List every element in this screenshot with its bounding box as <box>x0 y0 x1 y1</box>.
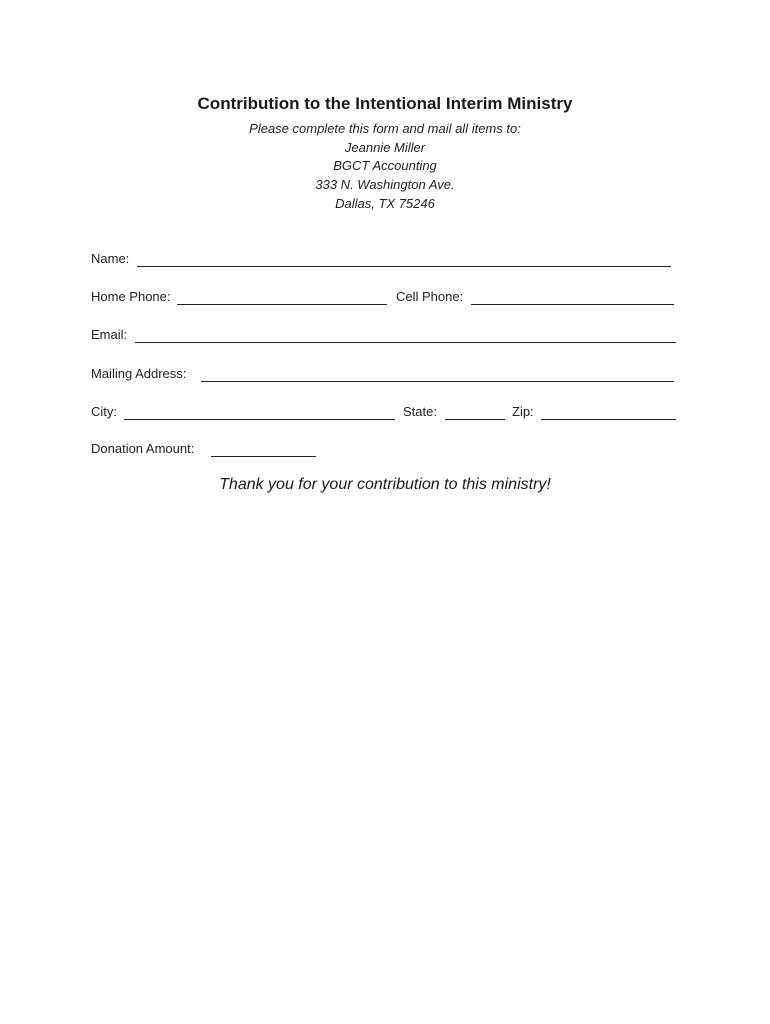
name-field[interactable] <box>137 266 671 267</box>
state-field[interactable] <box>445 419 505 420</box>
home-phone-field[interactable] <box>177 304 387 305</box>
email-label: Email: <box>91 327 128 342</box>
cell-phone-field[interactable] <box>471 304 674 305</box>
recipient-city-state-zip: Dallas, TX 75246 <box>335 196 435 211</box>
recipient-name: Jeannie Miller <box>344 140 426 155</box>
recipient-street: 333 N. Washington Ave. <box>315 177 455 192</box>
zip-label: Zip: <box>512 404 534 419</box>
mailing-address-field[interactable] <box>201 381 674 382</box>
recipient-org: BGCT Accounting <box>333 158 437 173</box>
donation-amount-field[interactable] <box>211 456 316 457</box>
home-phone-label: Home Phone: <box>91 289 171 304</box>
city-label: City: <box>91 404 117 419</box>
state-label: State: <box>403 404 437 419</box>
mail-instructions: Please complete this form and mail all items to: <box>249 121 521 136</box>
form-title: Contribution to the Intentional Interim Ministry <box>197 94 573 113</box>
name-label: Name: <box>91 251 130 266</box>
mailing-address-label: Mailing Address: <box>91 366 187 381</box>
thank-you-message: Thank you for your contribution to this ministry! <box>219 476 551 493</box>
email-field[interactable] <box>135 342 676 343</box>
cell-phone-label: Cell Phone: <box>396 289 464 304</box>
zip-field[interactable] <box>541 419 676 420</box>
donation-amount-label: Donation Amount: <box>91 441 195 456</box>
city-field[interactable] <box>124 419 395 420</box>
